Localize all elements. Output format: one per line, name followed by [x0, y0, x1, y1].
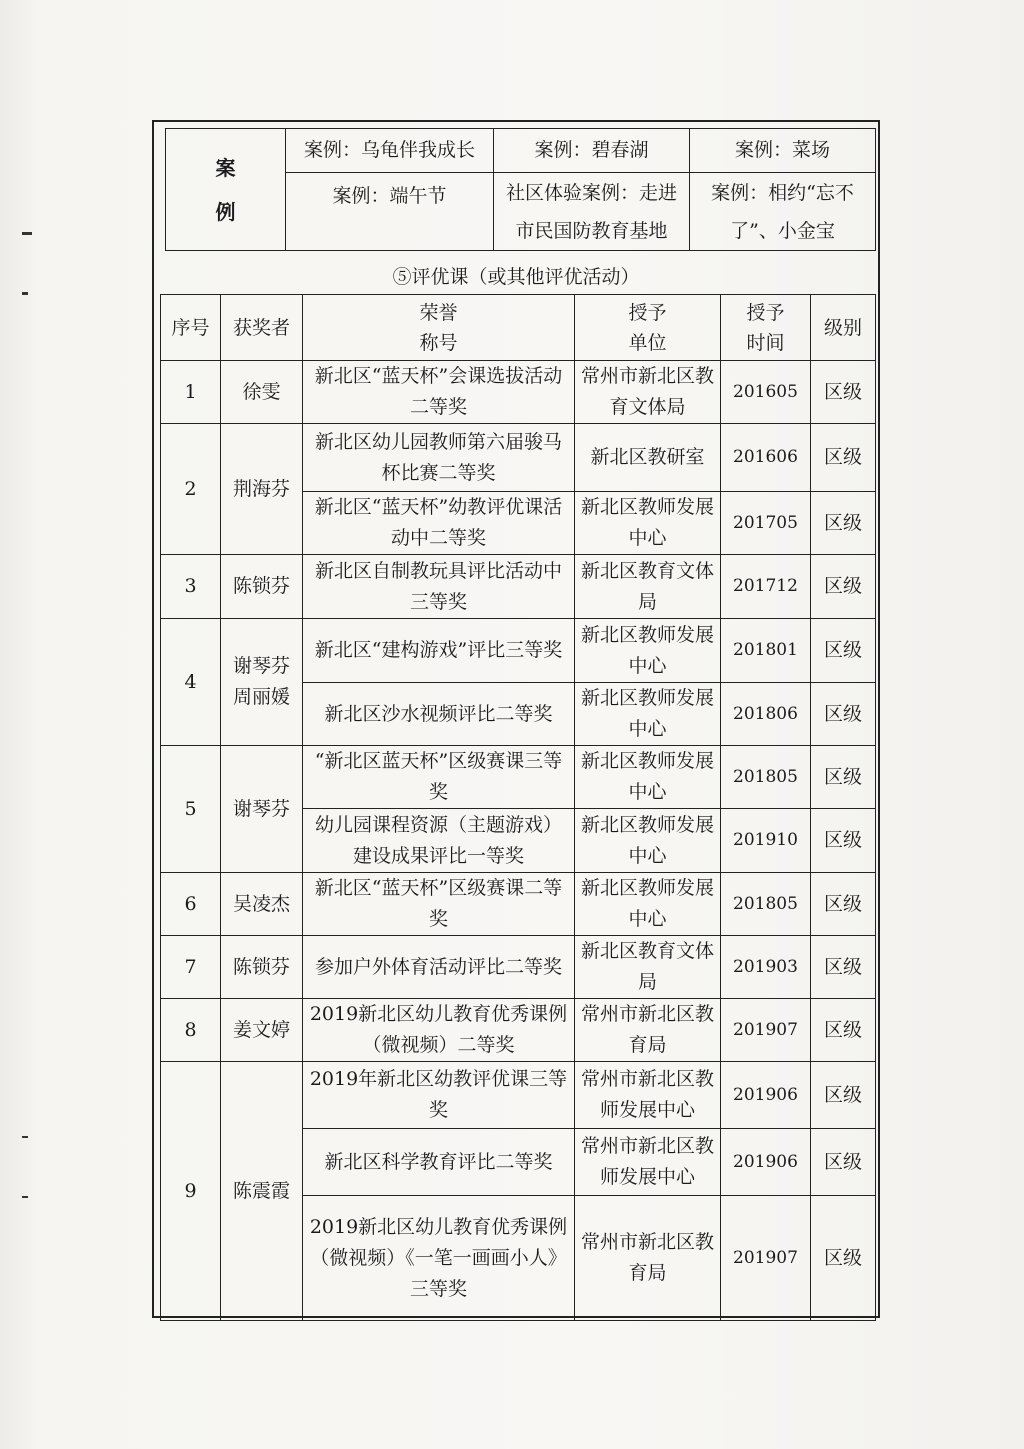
honor-cell: 新北区自制教玩具评比活动中三等奖 — [303, 555, 575, 619]
unit-cell: 常州市新北区教育局 — [575, 1196, 721, 1321]
time-cell: 201606 — [721, 424, 811, 492]
level-cell: 区级 — [811, 809, 876, 873]
table-row — [161, 873, 876, 936]
honor-cell: 新北区幼儿园教师第六届骏马杯比赛二等奖 — [303, 424, 575, 492]
table-row — [161, 361, 876, 424]
time-cell: 201801 — [721, 619, 811, 683]
level-cell: 区级 — [811, 424, 876, 492]
unit-cell: 新北区教师发展中心 — [575, 746, 721, 809]
honor-cell: 2019新北区幼儿教育优秀课例（微视频）二等奖 — [303, 999, 575, 1062]
level-cell: 区级 — [811, 999, 876, 1062]
header-unit: 授予 单位 — [575, 295, 721, 361]
case-label: 案 例 — [166, 129, 286, 251]
time-cell: 201903 — [721, 936, 811, 999]
unit-cell: 新北区教师发展中心 — [575, 683, 721, 746]
time-cell: 201705 — [721, 492, 811, 555]
level-cell: 区级 — [811, 555, 876, 619]
header-level: 级别 — [811, 295, 876, 361]
binding-mark — [22, 1136, 28, 1138]
unit-cell: 新北区教师发展中心 — [575, 619, 721, 683]
case-cell: 案例：乌龟伴我成长 — [286, 129, 494, 173]
binding-mark — [22, 232, 32, 235]
honor-cell: “新北区蓝天杯”区级赛课三等奖 — [303, 746, 575, 809]
table-row — [161, 746, 876, 809]
level-cell: 区级 — [811, 1129, 876, 1196]
honor-cell: 参加户外体育活动评比二等奖 — [303, 936, 575, 999]
binding-mark — [22, 1196, 28, 1198]
time-cell: 201805 — [721, 873, 811, 936]
unit-cell: 新北区教师发展中心 — [575, 809, 721, 873]
time-cell: 201907 — [721, 1196, 811, 1321]
case-cell: 案例：菜场 — [690, 129, 876, 173]
seq-cell: 9 — [161, 1062, 221, 1321]
seq-cell: 8 — [161, 999, 221, 1062]
unit-cell: 新北区教师发展中心 — [575, 873, 721, 936]
case-cell: 案例：碧春湖 — [494, 129, 690, 173]
header-seq: 序号 — [161, 295, 221, 361]
case-cell: 案例：端午节 — [286, 173, 494, 251]
honor-cell: 新北区“蓝天杯”会课选拔活动二等奖 — [303, 361, 575, 424]
time-cell: 201605 — [721, 361, 811, 424]
winner-cell: 陈锁芬 — [221, 555, 303, 619]
header-winner: 获奖者 — [221, 295, 303, 361]
table-row — [161, 936, 876, 999]
table-row — [161, 1062, 876, 1129]
header-honor: 荣誉 称号 — [303, 295, 575, 361]
honor-cell: 新北区“蓝天杯”区级赛课二等奖 — [303, 873, 575, 936]
table-row — [161, 619, 876, 683]
honor-cell: 新北区“建构游戏”评比三等奖 — [303, 619, 575, 683]
seq-cell: 4 — [161, 619, 221, 746]
binding-mark — [22, 292, 28, 295]
honor-cell: 幼儿园课程资源（主题游戏）建设成果评比一等奖 — [303, 809, 575, 873]
time-cell: 201910 — [721, 809, 811, 873]
unit-cell: 常州市新北区教育局 — [575, 999, 721, 1062]
unit-cell: 常州市新北区教育文体局 — [575, 361, 721, 424]
winner-cell: 吴凌杰 — [221, 873, 303, 936]
table-header-row — [161, 295, 876, 361]
honor-cell: 2019年新北区幼教评优课三等奖 — [303, 1062, 575, 1129]
case-cell: 社区体验案例：走进市民国防教育基地 — [494, 173, 690, 251]
winner-cell: 荆海芬 — [221, 424, 303, 555]
level-cell: 区级 — [811, 619, 876, 683]
table-row — [161, 424, 876, 492]
unit-cell: 新北区教育文体局 — [575, 936, 721, 999]
honor-cell: 2019新北区幼儿教育优秀课例（微视频）《一笔一画画小人》三等奖 — [303, 1196, 575, 1321]
time-cell: 201907 — [721, 999, 811, 1062]
header-time: 授予 时间 — [721, 295, 811, 361]
seq-cell: 7 — [161, 936, 221, 999]
level-cell: 区级 — [811, 746, 876, 809]
unit-cell: 常州市新北区教师发展中心 — [575, 1062, 721, 1129]
unit-cell: 常州市新北区教师发展中心 — [575, 1129, 721, 1196]
level-cell: 区级 — [811, 492, 876, 555]
honor-cell: 新北区沙水视频评比二等奖 — [303, 683, 575, 746]
level-cell: 区级 — [811, 1062, 876, 1129]
awards-table — [160, 294, 876, 1321]
unit-cell: 新北区教研室 — [575, 424, 721, 492]
winner-cell: 谢琴芬 — [221, 746, 303, 873]
case-table — [165, 128, 876, 251]
time-cell: 201712 — [721, 555, 811, 619]
time-cell: 201805 — [721, 746, 811, 809]
time-cell: 201906 — [721, 1129, 811, 1196]
seq-cell: 5 — [161, 746, 221, 873]
level-cell: 区级 — [811, 361, 876, 424]
level-cell: 区级 — [811, 873, 876, 936]
table-row — [161, 555, 876, 619]
time-cell: 201906 — [721, 1062, 811, 1129]
unit-cell: 新北区教育文体局 — [575, 555, 721, 619]
winner-cell: 徐雯 — [221, 361, 303, 424]
winner-cell: 陈震霞 — [221, 1062, 303, 1321]
winner-cell: 陈锁芬 — [221, 936, 303, 999]
honor-cell: 新北区“蓝天杯”幼教评优课活动中二等奖 — [303, 492, 575, 555]
seq-cell: 6 — [161, 873, 221, 936]
seq-cell: 2 — [161, 424, 221, 555]
level-cell: 区级 — [811, 936, 876, 999]
winner-cell: 谢琴芬 周丽媛 — [221, 619, 303, 746]
honor-cell: 新北区科学教育评比二等奖 — [303, 1129, 575, 1196]
level-cell: 区级 — [811, 683, 876, 746]
seq-cell: 1 — [161, 361, 221, 424]
case-cell: 案例：相约“忘不了”、小金宝 — [690, 173, 876, 251]
time-cell: 201806 — [721, 683, 811, 746]
table-row — [161, 999, 876, 1062]
section-title: ⑤评优课（或其他评优活动） — [392, 266, 640, 288]
seq-cell: 3 — [161, 555, 221, 619]
level-cell: 区级 — [811, 1196, 876, 1321]
unit-cell: 新北区教师发展中心 — [575, 492, 721, 555]
winner-cell: 姜文婷 — [221, 999, 303, 1062]
